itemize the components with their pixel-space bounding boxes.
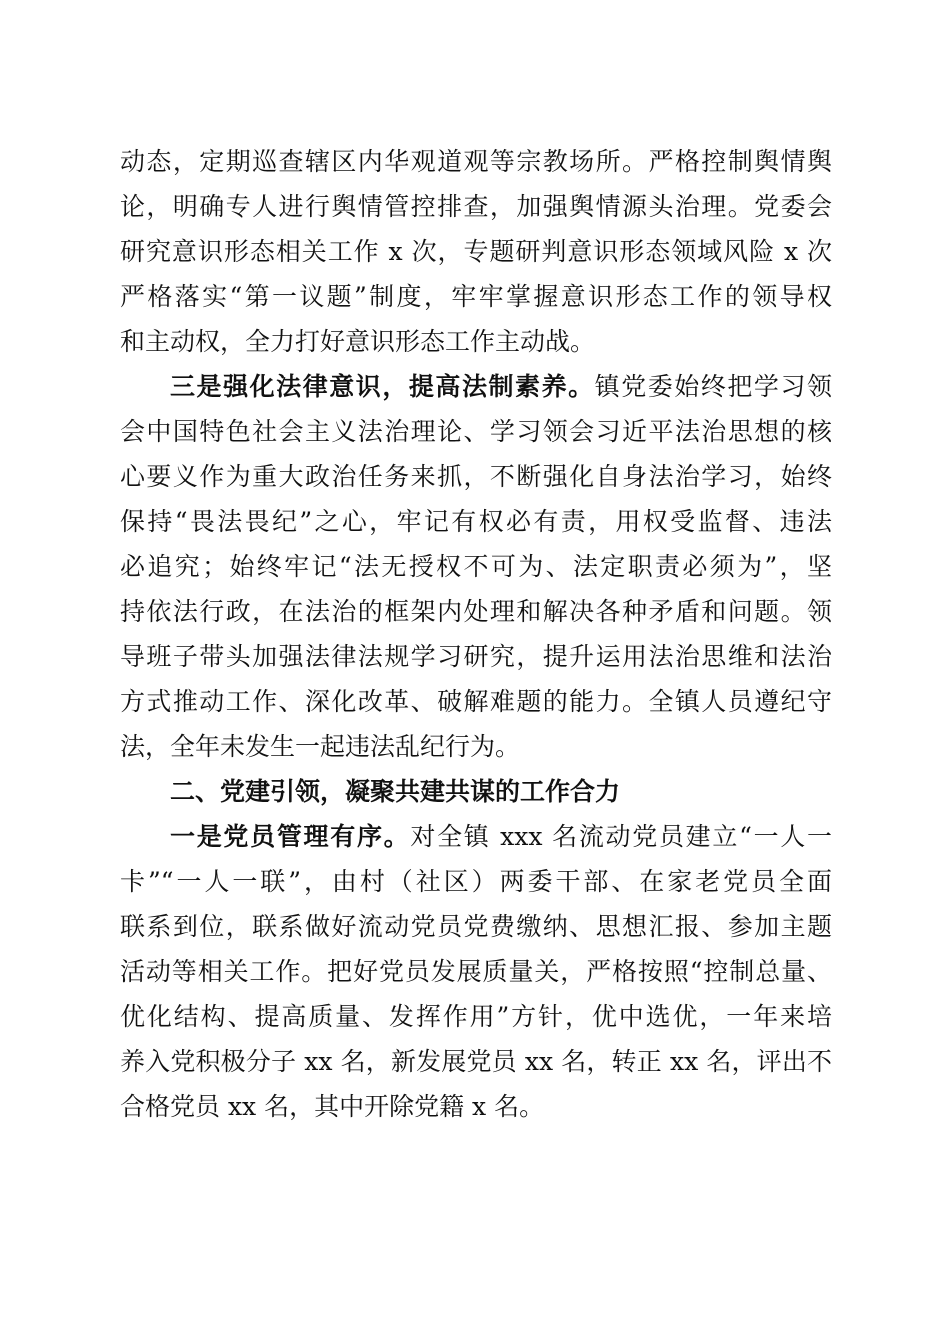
paragraph-line: 方式推动工作、深化改革、破解难题的能力。全镇人员遵纪守 (120, 687, 832, 716)
paragraph-line: 论，明确专人进行舆情管控排查，加强舆情源头治理。党委会 (120, 192, 832, 221)
section-heading: 二、党建引领，凝聚共建共谋的工作合力 (170, 777, 621, 806)
paragraph-line: 必追究；始终牢记“法无授权不可为、法定职责必须为”，坚 (120, 552, 832, 581)
paragraph-line: 和主动权，全力打好意识形态工作主动战。 (120, 327, 596, 356)
paragraph-lead-bold: 一是党员管理有序。 (170, 822, 411, 851)
paragraph-text: 对全镇 xxx 名流动党员建立“一人一 (410, 822, 832, 851)
paragraph-lead-bold: 三是强化法律意识，提高法制素养。 (170, 372, 595, 401)
paragraph-line: 卡”“一人一联”，由村（社区）两委干部、在家老党员全面 (120, 867, 832, 896)
paragraph-line: 联系到位，联系做好流动党员党费缴纳、思想汇报、参加主题 (120, 912, 832, 941)
paragraph-line: 养入党积极分子 xx 名，新发展党员 xx 名，转正 xx 名，评出不 (120, 1047, 832, 1076)
paragraph-text: 镇党委始终把学习领 (594, 372, 832, 401)
paragraph-line: 心要义作为重大政治任务来抓，不断强化自身法治学习，始终 (120, 462, 832, 491)
paragraph-first-line (170, 815, 832, 859)
paragraph-line: 优化结构、提高质量、发挥作用”方针，优中选优，一年来培 (120, 1002, 832, 1031)
paragraph-line: 研究意识形态相关工作 x 次，专题研判意识形态领域风险 x 次 (120, 237, 832, 266)
paragraph-line: 活动等相关工作。把好党员发展质量关，严格按照“控制总量、 (120, 957, 832, 986)
paragraph-line: 动态，定期巡查辖区内华观道观等宗教场所。严格控制舆情舆 (120, 147, 832, 176)
paragraph-line: 合格党员 xx 名，其中开除党籍 x 名。 (120, 1092, 545, 1121)
paragraph-line: 保持“畏法畏纪”之心，牢记有权必有责，用权受监督、违法 (120, 507, 832, 536)
paragraph-line: 导班子带头加强法律法规学习研究，提升运用法治思维和法治 (120, 642, 832, 671)
paragraph-line: 法，全年未发生一起违法乱纪行为。 (120, 732, 521, 761)
paragraph-line: 持依法行政，在法治的框架内处理和解决各种矛盾和问题。领 (120, 597, 832, 626)
paragraph-line: 会中国特色社会主义法治理论、学习领会习近平法治思想的核 (120, 417, 832, 446)
paragraph-first-line (170, 365, 832, 409)
paragraph-line: 严格落实“第一议题”制度，牢牢掌握意识形态工作的领导权 (120, 282, 832, 311)
